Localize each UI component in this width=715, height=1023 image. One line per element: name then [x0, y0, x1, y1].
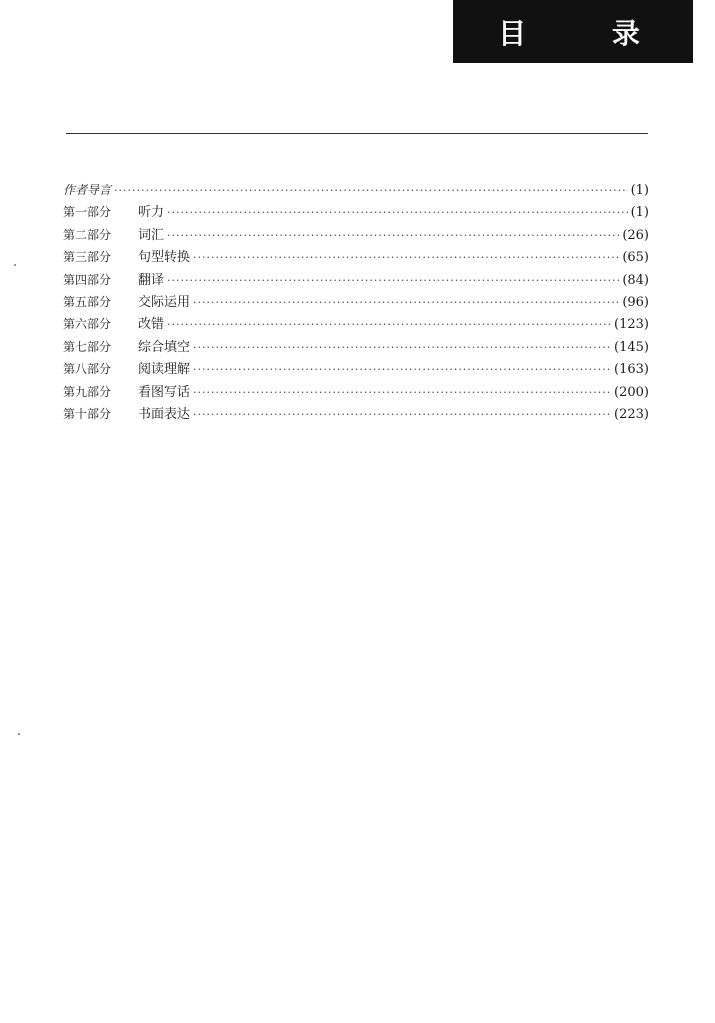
toc-intro-page: (1) — [630, 183, 649, 198]
toc-page-number: (84) — [622, 272, 649, 288]
toc-page-number: (96) — [622, 294, 649, 310]
toc-page-number: (200) — [614, 384, 649, 400]
toc-page-number: (123) — [614, 317, 649, 333]
toc-section-title: 翻译 — [138, 272, 165, 288]
toc-part-label: 第四部分 — [63, 272, 112, 287]
table-of-contents — [63, 179, 649, 425]
scan-speck — [14, 264, 16, 266]
toc-leader-dots — [114, 180, 628, 202]
toc-leader-dots — [167, 314, 611, 336]
toc-leader-dots — [193, 359, 611, 381]
toc-page-number: (65) — [622, 250, 649, 266]
toc-section-title: 听力 — [138, 205, 165, 221]
toc-part-label: 第二部分 — [63, 227, 112, 242]
toc-part-label: 第八部分 — [63, 362, 112, 377]
toc-row[interactable] — [63, 313, 649, 335]
toc-page-number: (26) — [622, 227, 649, 243]
toc-section-title: 改错 — [138, 317, 165, 333]
toc-section-title: 综合填空 — [138, 339, 191, 355]
toc-row[interactable] — [63, 358, 649, 380]
toc-part-label: 第三部分 — [63, 250, 112, 265]
toc-part-label: 第九部分 — [63, 384, 112, 399]
toc-intro-title: 作者导言 — [63, 183, 112, 197]
toc-section-title: 句型转换 — [138, 250, 191, 266]
toc-part-label: 第一部分 — [63, 205, 112, 220]
toc-part-label: 第五部分 — [63, 294, 112, 309]
toc-leader-dots — [193, 382, 611, 404]
toc-leader-dots — [193, 292, 619, 314]
toc-row[interactable] — [63, 403, 649, 425]
toc-part-label: 第六部分 — [63, 317, 112, 332]
toc-row-intro[interactable] — [63, 179, 649, 201]
toc-page-number: (163) — [614, 362, 649, 378]
toc-row[interactable] — [63, 381, 649, 403]
toc-section-title: 书面表达 — [138, 406, 191, 422]
toc-row[interactable] — [63, 201, 649, 223]
toc-row[interactable] — [63, 269, 649, 291]
header-block — [453, 0, 693, 63]
toc-section-title: 阅读理解 — [138, 362, 191, 378]
toc-leader-dots — [193, 337, 611, 359]
toc-row[interactable] — [63, 246, 649, 268]
toc-section-title: 看图写话 — [138, 384, 191, 400]
toc-leader-dots — [167, 225, 619, 247]
toc-page-number: (1) — [630, 205, 649, 221]
toc-part-label: 第七部分 — [63, 339, 112, 354]
header-rule — [66, 133, 648, 134]
toc-page-number: (223) — [614, 406, 649, 422]
page-title: 目 录 — [498, 16, 678, 50]
toc-leader-dots — [167, 202, 628, 224]
toc-section-title: 交际运用 — [138, 294, 191, 310]
toc-section-title: 词汇 — [138, 227, 165, 243]
scan-speck — [18, 733, 20, 735]
toc-leader-dots — [193, 247, 619, 269]
toc-row[interactable] — [63, 291, 649, 313]
toc-part-label: 第十部分 — [63, 406, 112, 421]
toc-page-number: (145) — [614, 339, 649, 355]
toc-row[interactable] — [63, 336, 649, 358]
toc-leader-dots — [193, 404, 611, 426]
toc-leader-dots — [167, 270, 619, 292]
toc-row[interactable] — [63, 224, 649, 246]
